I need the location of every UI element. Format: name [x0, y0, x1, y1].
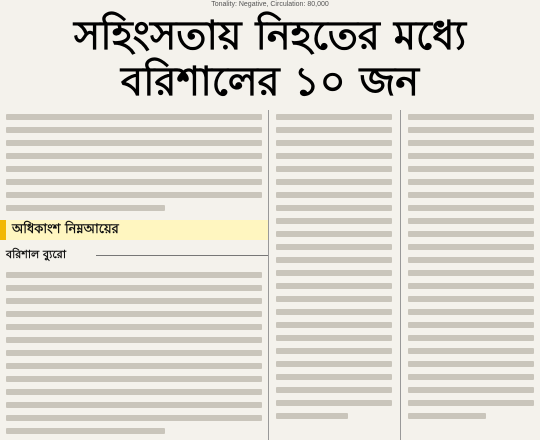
body-text-block [6, 272, 262, 440]
column-divider [268, 110, 269, 440]
dateline: বরিশাল ব্যুরো [0, 248, 268, 262]
column-left [0, 110, 268, 440]
headline-line-1: সহিংসতায় নিহতের মধ্যে [73, 12, 467, 59]
column-right [402, 110, 540, 440]
column-divider [400, 110, 401, 440]
article-meta: Tonality: Negative, Circulation: 80,000 [211, 1, 329, 8]
column-middle [270, 110, 398, 440]
body-text-block [276, 114, 392, 426]
headline-line-2: বরিশালের ১০ জন [120, 58, 420, 105]
section-heading: অধিকাংশ নিম্নআয়ের [0, 220, 268, 240]
body-text-block [408, 114, 534, 426]
body-text-block [6, 114, 262, 218]
